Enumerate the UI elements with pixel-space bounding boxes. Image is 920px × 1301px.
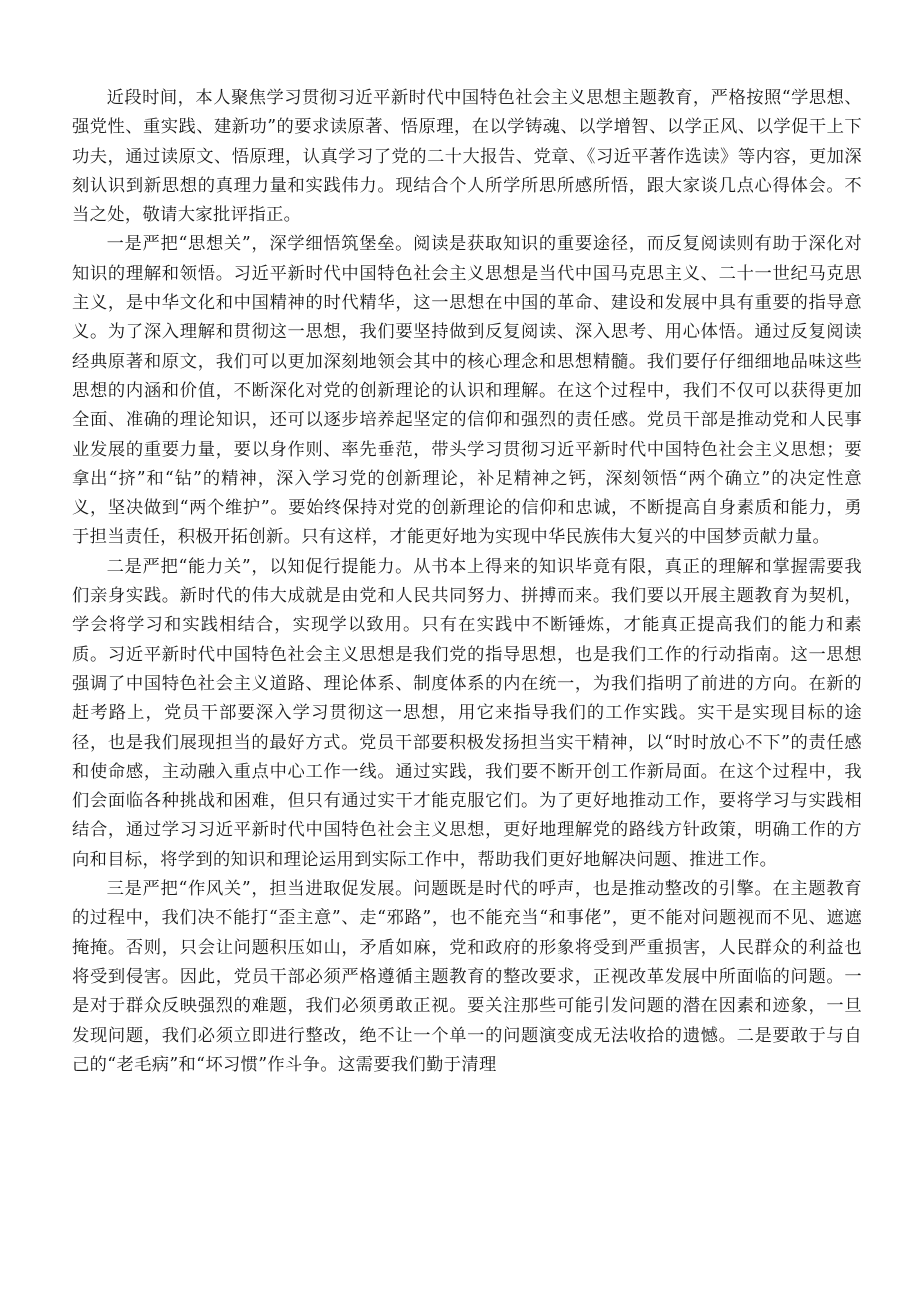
- document-page: [72, 84, 862, 1080]
- paragraph-thought: 一是严把“思想关”，深学细悟筑堡垒。阅读是获取知识的重要途径，而反复阅读则有助于深化对知识的理解和领悟。习近平新时代中国特色社会主义思想是当代中国马克思主义、二十一世纪马克思主义，是中华文化和中国精神的时代精华，这一思想在中国的革命、建设和发展中具有重要的指导意义。为了深入理解和贯彻这一思想，我们要坚持做到反复阅读、深入思考、用心体悟。通过反复阅读经典原著和原文，我们可以更加深刻地领会其中的核心理念和思想精髓。我们要仔仔细细地品味这些思想的内涵和价值，不断深化对党的创新理论的认识和理解。在这个过程中，我们不仅可以获得更加全面、准确的理论知识，还可以逐步培养起坚定的信仰和强烈的责任感。党员干部是推动党和人民事业发展的重要力量，要以身作则、率先垂范，带头学习贯彻习近平新时代中国特色社会主义思想；要拿出“挤”和“钻”的精神，深入学习党的创新理论，补足精神之钙，深刻领悟“两个确立”的决定性意义，坚决做到“两个维护”。要始终保持对党的创新理论的信仰和忠诚，不断提高自身素质和能力，勇于担当责任，积极开拓创新。只有这样，才能更好地为实现中华民族伟大复兴的中国梦贡献力量。: [72, 234, 862, 548]
- paragraph-intro: 近段时间，本人聚焦学习贯彻习近平新时代中国特色社会主义思想主题教育，严格按照“学思想、强党性、重实践、建新功”的要求读原著、悟原理，在以学铸魂、以学增智、以学正风、以学促干上下功夫，通过读原文、悟原理，认真学习了党的二十大报告、党章、《习近平著作选读》等内容，更加深刻认识到新思想的真理力量和实践伟力。现结合个人所学所思所感所悟，跟大家谈几点心得体会。不当之处，敬请大家批评指正。: [72, 88, 862, 226]
- paragraph-style: 三是严把“作风关”，担当进取促发展。问题既是时代的呼声，也是推动整改的引擎。在主题教育的过程中，我们决不能打“歪主意”、走“邪路”，也不能充当“和事佬”，更不能对问题视而不见、遮遮掩掩。否则，只会让问题积压如山，矛盾如麻，党和政府的形象将受到严重损害，人民群众的利益也将受到侵害。因此，党员干部必须严格遵循主题教育的整改要求，正视改革发展中所面临的问题。一是对于群众反映强烈的难题，我们必须勇敢正视。要关注那些可能引发问题的潜在因素和迹象，一旦发现问题，我们必须立即进行整改，绝不让一个单一的问题演变成无法收拾的遗憾。二是要敢于与自己的“老毛病”和“坏习惯”作斗争。这需要我们勤于清理: [72, 879, 862, 1075]
- paragraph-ability: 二是严把“能力关”，以知促行提能力。从书本上得来的知识毕竟有限，真正的理解和掌握需要我们亲身实践。新时代的伟大成就是由党和人民共同努力、拼搏而来。我们要以开展主题教育为契机，学会将学习和实践相结合，实现学以致用。只有在实践中不断锤炼，才能真正提高我们的能力和素质。习近平新时代中国特色社会主义思想是我们党的指导思想，也是我们工作的行动指南。这一思想强调了中国特色社会主义道路、理论体系、制度体系的内在统一，为我们指明了前进的方向。在新的赶考路上，党员干部要深入学习贯彻这一思想，用它来指导我们的工作实践。实干是实现目标的途径，也是我们展现担当的最好方式。党员干部要积极发扬担当实干精神，以“时时放心不下”的责任感和使命感，主动融入重点中心工作一线。通过实践，我们要不断开创工作新局面。在这个过程中，我们会面临各种挑战和困难，但只有通过实干才能克服它们。为了更好地推动工作，要将学习与实践相结合，通过学习习近平新时代中国特色社会主义思想，更好地理解党的路线方针政策，明确工作的方向和目标，将学到的知识和理论运用到实际工作中，帮助我们更好地解决问题、推进工作。: [72, 556, 862, 870]
